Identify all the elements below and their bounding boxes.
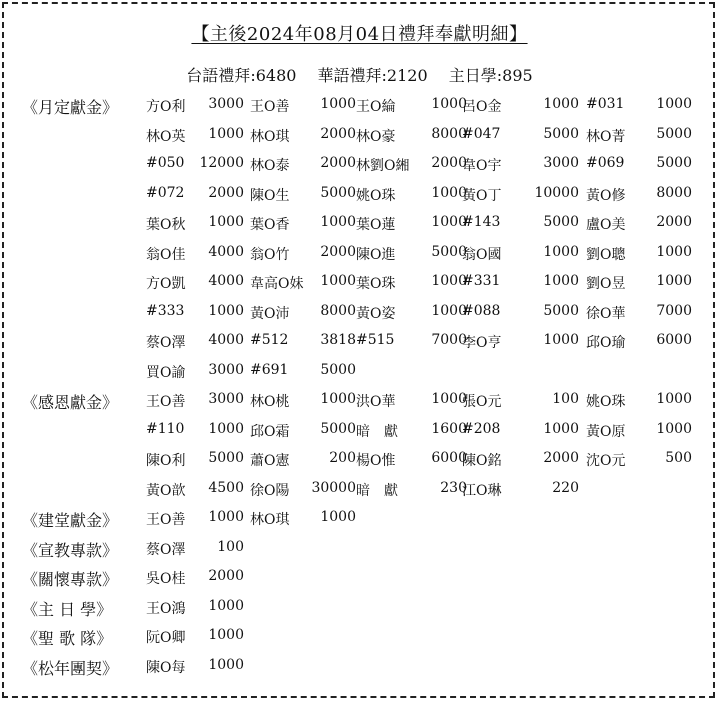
donor-name: 陳O進: [356, 246, 396, 263]
stat-value: 6480: [255, 66, 297, 85]
donation-amount: 1000: [320, 391, 356, 407]
donation-amount: 1000: [656, 273, 692, 289]
donor-name: 葉O香: [250, 217, 290, 233]
donation-amount: 5000: [208, 450, 244, 466]
donor-name: 王O鴻: [146, 600, 186, 617]
donation-amount: 3000: [543, 155, 579, 171]
donor-name: 陳O利: [146, 453, 186, 469]
donor-name: 徐O華: [586, 305, 626, 322]
donation-amount: 2000: [208, 568, 244, 584]
section-category: 《主 日 學》: [22, 599, 113, 619]
donor-name: 林O琪: [250, 128, 290, 145]
stat-value: 2120: [386, 66, 428, 85]
donation-amount: 1000: [543, 332, 579, 348]
donation-amount: 6000: [431, 450, 467, 466]
donor-name: 吳O桂: [146, 571, 186, 587]
donation-amount: 1000: [431, 273, 467, 289]
donor-name: 王O善: [146, 512, 186, 528]
donor-name: 葉O蓮: [356, 217, 396, 233]
donation-amount: 1000: [320, 509, 356, 525]
donation-amount: 1000: [320, 214, 356, 230]
donation-amount: 1000: [543, 96, 579, 112]
donor-name: 黃O姿: [356, 305, 396, 322]
donation-amount: 1000: [543, 273, 579, 289]
donor-name: 姚O珠: [586, 394, 626, 410]
donation-amount: 2000: [656, 214, 692, 230]
stat-sunday-school: 主日學:895: [448, 66, 533, 85]
donor-name: 劉O昱: [586, 276, 626, 292]
donation-amount: 1000: [543, 243, 579, 260]
donation-amount: 3818: [320, 332, 356, 348]
donor-name: 黃O沛: [250, 305, 290, 322]
donor-name: 黃O丁: [462, 187, 502, 204]
stat-value: 895: [502, 66, 533, 85]
donor-name: 陳O生: [250, 187, 290, 204]
donation-amount: 5000: [656, 155, 692, 171]
donor-name: 盧O美: [586, 217, 626, 233]
donation-amount: 3000: [208, 361, 244, 378]
donor-name: #691: [250, 361, 289, 378]
donation-amount: 1000: [208, 509, 244, 525]
donation-amount: 5000: [543, 214, 579, 230]
donor-name: #031: [586, 96, 625, 112]
donor-name: 邱O瑜: [586, 335, 626, 351]
section-category: 《關懷專款》: [22, 570, 119, 589]
donor-name: 蔡O澤: [146, 541, 186, 558]
donor-name: 林O桃: [250, 394, 290, 410]
stat-mandarin-service: 華語禮拜:2120: [317, 66, 428, 85]
donor-name: 劉O聰: [586, 246, 626, 263]
donor-name: 蕭O憲: [250, 453, 290, 469]
donation-amount: 1600: [431, 420, 467, 437]
donation-amount: 2000: [320, 243, 356, 260]
donation-amount: 1000: [208, 302, 244, 319]
attendance-stats: [0, 63, 719, 86]
donation-amount: 1000: [208, 627, 244, 643]
donation-amount: 1000: [543, 420, 579, 437]
donor-name: 黃O原: [586, 423, 626, 440]
donor-name: 方O利: [146, 99, 186, 115]
donor-name: 暗 獻: [356, 482, 398, 499]
donor-name: 邱O霜: [250, 423, 290, 440]
donor-name: 翁O竹: [250, 246, 290, 263]
stat-label: 主日學: [448, 66, 497, 85]
donor-name: #208: [462, 420, 501, 437]
donation-amount: 4500: [208, 479, 244, 496]
donation-amount: 500: [665, 450, 692, 466]
donation-amount: 5000: [320, 420, 356, 437]
donation-amount: 4000: [208, 273, 244, 289]
donation-amount: 230: [440, 479, 467, 496]
donor-name: #331: [462, 273, 501, 289]
donor-name: 買O諭: [146, 364, 186, 381]
donation-amount: 1000: [656, 243, 692, 260]
donation-amount: 4000: [208, 332, 244, 348]
stat-label: 華語禮拜: [317, 66, 382, 85]
donation-amount: 2000: [543, 450, 579, 466]
donor-name: 楊O惟: [356, 453, 396, 469]
donor-name: 沈O元: [586, 453, 626, 469]
donation-amount: 2000: [208, 184, 244, 201]
stat-taiwanese-service: 台語禮拜:6480: [186, 66, 297, 85]
section-category: 《建堂獻金》: [22, 511, 119, 530]
donor-name: #072: [146, 184, 185, 201]
donation-amount: 5000: [431, 243, 467, 260]
donation-amount: 4000: [208, 243, 244, 260]
donor-name: 林O豪: [356, 128, 396, 145]
donation-amount: 30000: [311, 479, 356, 496]
donor-name: 韋高O妹: [250, 276, 304, 292]
donor-name: 葉O秋: [146, 217, 186, 233]
donation-amount: 100: [552, 391, 579, 407]
donation-amount: 5000: [320, 361, 356, 378]
donor-name: 黃O歆: [146, 482, 186, 499]
donor-name: 黃O修: [586, 187, 626, 204]
donor-name: 暗 獻: [356, 423, 398, 440]
donation-amount: 1000: [208, 125, 244, 142]
donation-amount: 100: [217, 538, 244, 555]
donation-amount: 220: [552, 479, 579, 496]
donor-name: #088: [462, 302, 501, 319]
donor-name: 江O琳: [462, 482, 502, 499]
donation-amount: 200: [329, 450, 356, 466]
donor-name: 王O綸: [356, 99, 396, 115]
donor-name: 翁O國: [462, 246, 502, 263]
donation-amount: 1000: [431, 214, 467, 230]
donor-name: 呂O金: [462, 99, 502, 115]
donor-name: 林O泰: [250, 158, 290, 174]
page-title: [0, 20, 719, 46]
donation-amount: 5000: [320, 184, 356, 201]
donor-name: 林O琪: [250, 512, 290, 528]
section-category: 《松年團契》: [22, 658, 119, 678]
donation-amount: 2000: [431, 155, 467, 171]
donor-name: 徐O陽: [250, 482, 290, 499]
section-category: 《宣教專款》: [22, 540, 119, 560]
donor-name: #110: [146, 420, 185, 437]
donation-amount: 3000: [208, 391, 244, 407]
section-category: 《月定獻金》: [22, 98, 119, 117]
donor-name: 葉O珠: [356, 276, 396, 292]
donor-name: 洪O華: [356, 394, 396, 410]
donor-name: #512: [250, 332, 289, 348]
donation-amount: 5000: [543, 125, 579, 142]
donation-amount: 6000: [656, 332, 692, 348]
donor-name: 林劉O緗: [356, 158, 410, 174]
donation-amount: 7000: [656, 302, 692, 319]
donor-name: 王O善: [146, 394, 186, 410]
donor-name: 姚O珠: [356, 187, 396, 204]
donation-amount: 1000: [431, 184, 467, 201]
donor-name: 陳O銘: [462, 453, 502, 469]
donor-name: 陳O每: [146, 659, 186, 676]
donor-name: 王O善: [250, 99, 290, 115]
section-category: 《感恩獻金》: [22, 393, 119, 412]
donation-amount: 5000: [543, 302, 579, 319]
donation-amount: 1000: [320, 273, 356, 289]
donor-name: 方O凱: [146, 276, 186, 292]
donor-name: 韋O宇: [462, 158, 502, 174]
donor-name: #515: [356, 332, 395, 348]
donation-amount: 8000: [320, 302, 356, 319]
stat-label: 台語禮拜: [186, 66, 251, 85]
donor-name: #143: [462, 214, 501, 230]
donation-amount: 7000: [431, 332, 467, 348]
donation-amount: 1000: [431, 391, 467, 407]
section-category: 《聖 歌 隊》: [22, 629, 113, 648]
donation-amount: 8000: [431, 125, 467, 142]
donor-name: #050: [146, 155, 185, 171]
donation-amount: 1000: [208, 597, 244, 614]
donor-name: #047: [462, 125, 501, 142]
donation-amount: 1000: [208, 214, 244, 230]
donation-amount: 5000: [656, 125, 692, 142]
donor-name: 李O亨: [462, 335, 502, 351]
title-text: 【主後2024年08月04日禮拜奉獻明細】: [191, 24, 528, 45]
donation-amount: 1000: [431, 96, 467, 112]
donor-name: #333: [146, 302, 185, 319]
donation-amount: 1000: [656, 96, 692, 112]
donation-amount: 1000: [320, 96, 356, 112]
donor-name: #069: [586, 155, 625, 171]
donor-name: 翁O佳: [146, 246, 186, 263]
donor-name: 阮O卿: [146, 630, 186, 646]
donor-name: 蔡O澤: [146, 335, 186, 351]
donation-amount: 1000: [656, 391, 692, 407]
donation-amount: 12000: [199, 155, 244, 171]
donation-amount: 8000: [656, 184, 692, 201]
donation-amount: 1000: [208, 656, 244, 673]
donation-amount: 2000: [320, 125, 356, 142]
donation-amount: 1000: [208, 420, 244, 437]
donation-amount: 2000: [320, 155, 356, 171]
donation-amount: 1000: [656, 420, 692, 437]
donation-amount: 3000: [208, 96, 244, 112]
donor-name: 林O菁: [586, 128, 626, 145]
donor-name: 張O元: [462, 394, 502, 410]
donation-amount: 1000: [431, 302, 467, 319]
donation-amount: 10000: [534, 184, 579, 201]
donor-name: 林O英: [146, 128, 186, 145]
